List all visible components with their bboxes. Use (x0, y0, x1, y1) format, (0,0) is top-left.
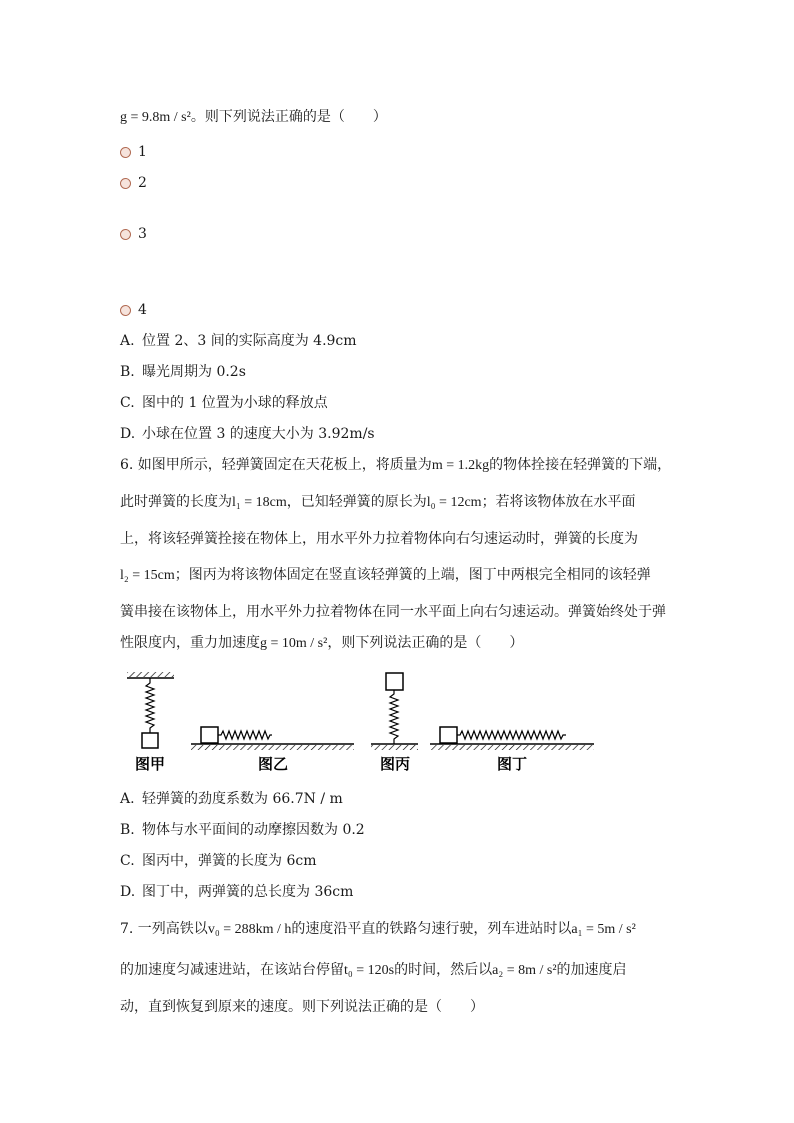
ceiling-hatch (127, 672, 174, 677)
q7-text: 的时间，然后以 (394, 962, 493, 978)
option-text: 图丙中，弹簧的长度为 6cm (142, 853, 317, 869)
q6-text: ，则下列说法正确的是（ ） (327, 635, 524, 651)
q6-text: ，已知轻弹簧的原长为 (286, 494, 427, 510)
option-key: D. (120, 426, 136, 442)
q7-a1-formula: a₁ = 5m / s² (571, 922, 636, 937)
floor-hatch (191, 745, 354, 750)
option-text: 轻弹簧的劲度系数为 66.7N / m (142, 791, 343, 807)
q7-text: 的加速度匀减速进站，在该站台停留 (120, 962, 344, 978)
q6-text: 此时弹簧的长度为 (120, 494, 232, 510)
q7-text: 的加速度启 (556, 962, 627, 978)
q7-line-2 (120, 961, 627, 980)
q5-intro-text: 。则下列说法正确的是（ ） (190, 109, 387, 125)
figure-jia (127, 672, 174, 748)
figure-ding (430, 727, 594, 750)
q6-l0-formula: l₀ = 12cm (426, 495, 482, 510)
q7-line-3: 动，直到恢复到原来的速度。则下列说法正确的是（ ） (120, 999, 484, 1015)
series-springs (457, 731, 566, 739)
q6-line-5: 簧串接在该物体上，用水平外力拉着物体在同一水平面上向右匀速运动。弹簧始终处于弹 (120, 604, 666, 620)
q6-text: 6. 如图甲所示，轻弹簧固定在天花板上，将质量为 (120, 457, 432, 473)
figure-bing (371, 673, 418, 750)
q7-t0-formula: t₀ = 120s (344, 963, 395, 978)
floor-hatch (371, 745, 418, 750)
figure-label-yi: 图乙 (257, 755, 289, 773)
q6-mass-formula: m = 1.2kg (431, 458, 490, 473)
option-text: 物体与水平面间的动摩擦因数为 0.2 (142, 822, 365, 838)
position-4-label: 4 (138, 302, 147, 318)
block (386, 673, 403, 690)
q6-option-b[interactable] (120, 821, 365, 839)
q6-text: 性限度内，重力加速度 (120, 635, 260, 651)
block (201, 727, 218, 743)
q6-text: ；图丙为将该物体固定在竖直该轻弹簧的上端，图丁中两根完全相同的该轻弹 (174, 567, 651, 583)
q7-text: 的速度沿平直的铁路匀速行驶，列车进站时以 (291, 921, 572, 937)
block (440, 727, 457, 743)
figure-label-ding: 图丁 (496, 755, 528, 773)
option-key: B. (120, 822, 135, 838)
q7-text: 7. 一列高铁以 (120, 921, 208, 937)
position-1-label: 1 (138, 144, 147, 160)
figure-yi (191, 727, 354, 750)
q6-l2-formula: l₂ = 15cm (120, 568, 175, 583)
q5-intro-formula: g = 9.8m / s² (120, 110, 191, 125)
figure-label-bing: 图丙 (379, 755, 411, 773)
option-text: 曝光周期为 0.2s (142, 364, 246, 380)
position-3-label: 3 (138, 226, 147, 242)
q6-text: ；若将该物体放在水平面 (481, 494, 636, 510)
option-key: C. (120, 395, 135, 411)
hanging-spring (146, 678, 154, 733)
q6-line-3: 上，将该轻弹簧拴接在物体上，用水平外力拉着物体向右匀速运动时，弹簧的长度为 (120, 531, 638, 547)
q7-line-1 (120, 920, 636, 939)
q6-g-formula: g = 10m / s² (260, 636, 328, 651)
q6-text: 的物体拴接在轻弹簧的下端， (489, 457, 672, 473)
floor-hatch (430, 745, 594, 750)
option-key: B. (120, 364, 135, 380)
option-key: A. (120, 333, 135, 349)
figure-label-jia: 图甲 (134, 755, 166, 773)
position-2-label: 2 (138, 175, 147, 191)
option-text: 位置 2、3 间的实际高度为 4.9cm (142, 333, 357, 349)
q7-a2-formula: a₂ = 8m / s² (492, 963, 557, 978)
option-key: A. (120, 791, 135, 807)
block (142, 733, 158, 748)
horizontal-spring (218, 731, 272, 739)
option-text: 图中的 1 位置为小球的释放点 (142, 395, 328, 411)
option-text: 图丁中，两弹簧的总长度为 36cm (142, 884, 354, 900)
vertical-spring (390, 690, 398, 744)
q7-v0-formula: v₀ = 288km / h (207, 922, 292, 937)
q6-option-d[interactable] (120, 883, 353, 901)
option-key: D. (120, 884, 136, 900)
q6-option-c[interactable] (120, 852, 316, 870)
q6-option-a[interactable] (120, 790, 343, 808)
q6-l1-formula: l₁ = 18cm (232, 495, 287, 510)
option-text: 小球在位置 3 的速度大小为 3.92m/s (142, 426, 375, 442)
option-key: C. (120, 853, 135, 869)
